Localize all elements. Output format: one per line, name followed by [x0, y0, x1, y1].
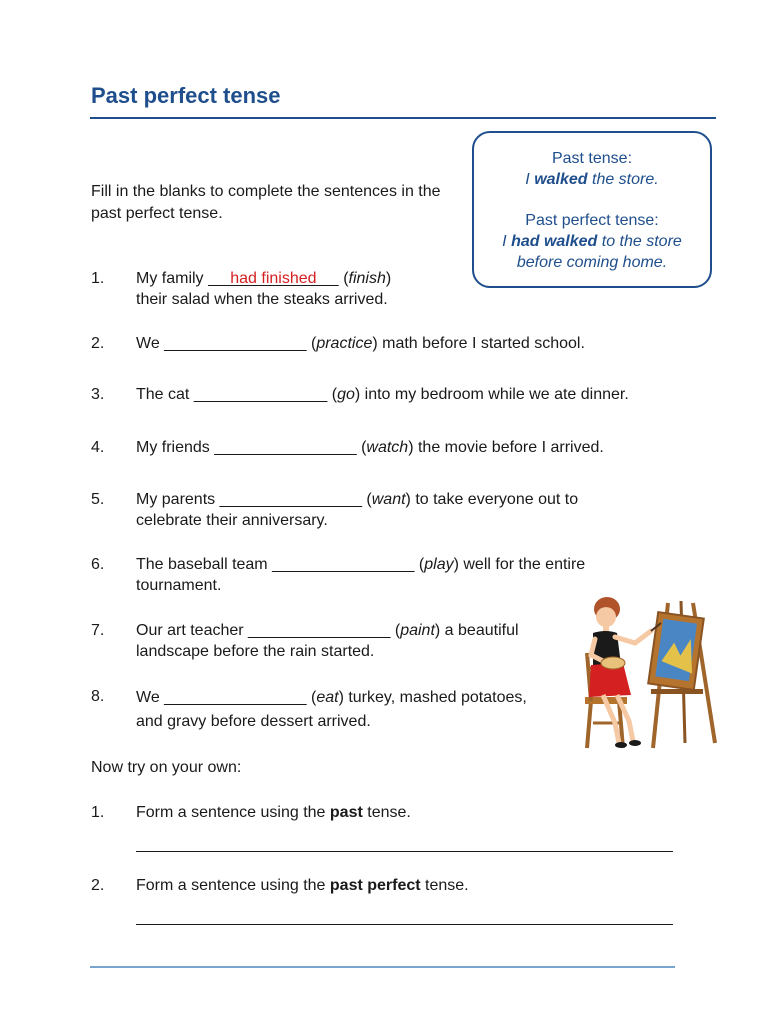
verb-hint: go [337, 386, 355, 403]
verb-hint: finish [348, 270, 386, 287]
writing-line-1[interactable] [136, 851, 673, 852]
past-tense-label: Past tense: [551, 150, 633, 167]
past-perfect-label: Past perfect tense: [525, 212, 659, 229]
answer-blank[interactable]: ________________ [164, 689, 307, 706]
footer-divider [90, 966, 675, 968]
answer-blank[interactable]: _______________ [193, 386, 328, 403]
past-perfect-example-line2: before coming home. [516, 254, 668, 271]
writing-line-2[interactable] [136, 924, 673, 925]
instructions: Fill in the blanks to complete the sentences in the past perfect tense. [91, 183, 441, 222]
answer-blank[interactable]: ________________ [219, 491, 362, 508]
answer-blank[interactable]: ________________ [248, 622, 391, 639]
past-tense-example: I walked the store. [525, 171, 659, 188]
verb-hint: eat [316, 689, 339, 706]
answer-blank[interactable]: ________________ [214, 439, 357, 456]
answer-blank[interactable]: ________________ [272, 556, 415, 573]
page-title: Past perfect tense [91, 83, 281, 108]
verb-hint: watch [366, 439, 409, 456]
example-box [472, 131, 712, 288]
verb-hint: paint [400, 622, 435, 639]
verb-hint: practice [316, 335, 373, 352]
painter-at-easel-icon [573, 593, 723, 753]
own-section-title: Now try on your own: [91, 759, 242, 776]
answer-blank[interactable]: had finished [208, 270, 339, 287]
verb-hint: play [424, 556, 454, 573]
verb-hint: want [371, 491, 406, 508]
title-divider [90, 117, 716, 119]
answer-blank[interactable]: ________________ [164, 335, 307, 352]
past-perfect-example: I had walked to the store [502, 233, 682, 250]
